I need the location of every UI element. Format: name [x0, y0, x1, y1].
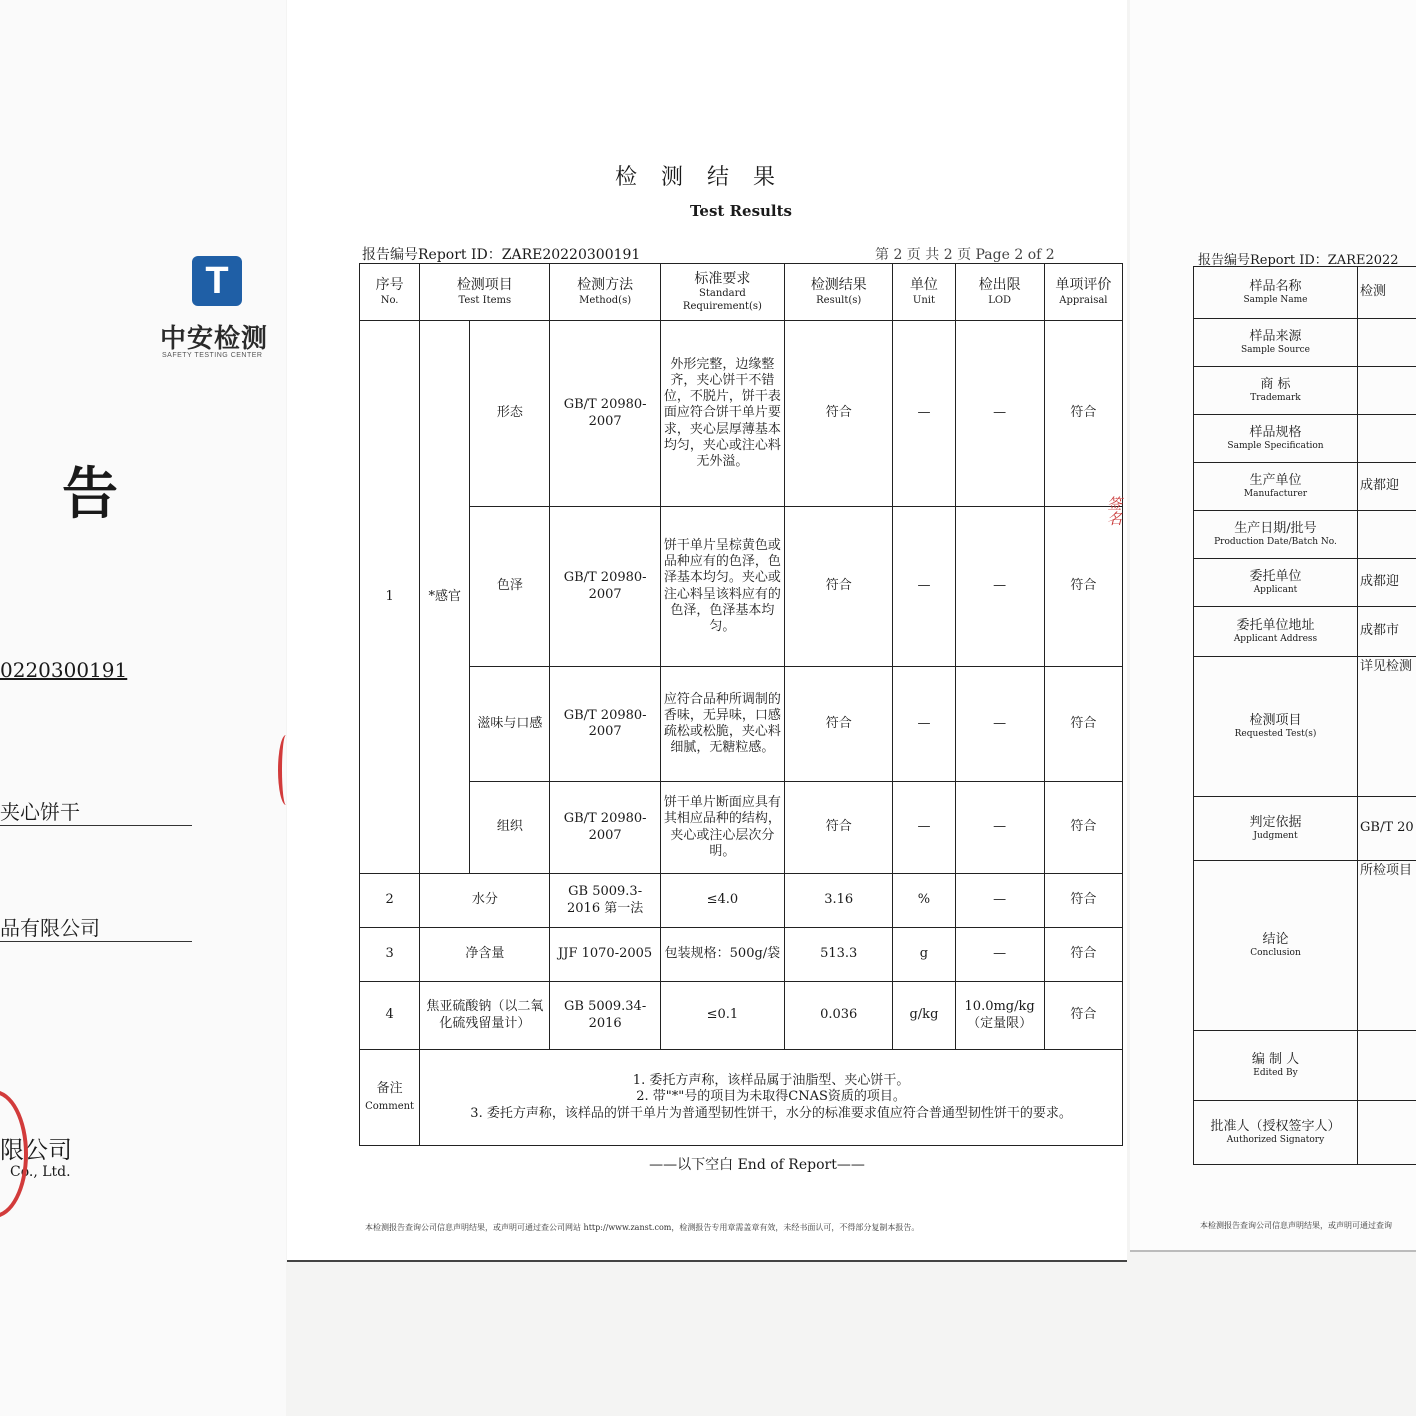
table-row: 样品名称 Sample Name 检测: [1194, 267, 1416, 319]
table-row: 批准人（授权签字人） Authorized Signatory: [1194, 1101, 1416, 1165]
row-method: GB 5009.3-2016 第一法: [550, 874, 660, 928]
header-lod: 检出限 LOD: [955, 264, 1044, 321]
sample-info-table: [1193, 266, 1416, 1165]
table-header-row: [360, 264, 1123, 321]
row-lod: 10.0mg/kg（定量限）: [955, 982, 1044, 1050]
note-1: 1. 委托方声称，该样品属于油脂型、夹心饼干。: [632, 1073, 910, 1089]
cover-sample-name: 夹心饼干: [0, 796, 192, 826]
row-method: GB 5009.34-2016: [550, 982, 660, 1050]
row-item: 水分: [420, 874, 550, 928]
row-item: 焦亚硫酸钠（以二氧化硫残留量计）: [420, 982, 550, 1050]
comment-label: 备注 Comment: [360, 1050, 420, 1146]
row-unit: —: [893, 667, 955, 782]
row-no: 1: [360, 321, 420, 874]
header-method: 检测方法 Method(s): [550, 264, 660, 321]
row-lod: —: [955, 782, 1044, 874]
row-item: 形态: [470, 321, 550, 507]
footer-note: 本检测报告查询公司信息声明结果，或声明可通过查公司网站 http://www.zanst.com，检测报告专用章需盖章有效，未经书面认可，不得部分复制本报告。: [365, 1223, 920, 1232]
row-appraisal: 符合: [1044, 667, 1122, 782]
row-result: 符合: [785, 782, 893, 874]
table-row: 委托单位 Applicant 成都迎: [1194, 559, 1416, 607]
row-appraisal: 符合: [1044, 928, 1122, 982]
logo-name: 中安检测: [160, 324, 269, 354]
row-unit: g/kg: [893, 982, 955, 1050]
table-row: [360, 667, 1123, 782]
handwritten-signature: 签名: [1105, 496, 1123, 526]
row-requirement: ≤4.0: [660, 874, 784, 928]
row-category: *感官: [420, 321, 470, 874]
row-item: 滋味与口感: [470, 667, 550, 782]
row-result: 0.036: [785, 982, 893, 1050]
report-cover-page: [0, 0, 286, 1416]
row-result: 3.16: [785, 874, 893, 928]
row-requirement: 饼干单片呈棕黄色或品种应有的色泽，色泽基本均匀。夹心或注心料呈该料应有的色泽，色泽基本均匀。: [660, 507, 784, 667]
row-requirement: 应符合品种所调制的香味，无异味，口感疏松或松脆，夹心料细腻，无糖粒感。: [660, 667, 784, 782]
row-lod: —: [955, 667, 1044, 782]
header-appraisal: 单项评价 Appraisal: [1044, 264, 1122, 321]
table-row: [360, 782, 1123, 874]
row-lod: —: [955, 321, 1044, 507]
table-row: [360, 874, 1123, 928]
sample-info-page: [1130, 0, 1416, 1252]
row-result: 符合: [785, 507, 893, 667]
results-table: [359, 263, 1123, 1146]
page-title-en: Test Results: [689, 202, 792, 220]
note-2: 2. 带"*"号的项目为未取得CNAS资质的项目。: [636, 1089, 906, 1105]
row-lod: —: [955, 874, 1044, 928]
footer-note: 本检测报告查询公司信息声明结果，或声明可通过查询: [1200, 1221, 1392, 1230]
row-lod: —: [955, 507, 1044, 667]
table-row: 编 制 人 Edited By: [1194, 1031, 1416, 1101]
row-appraisal: 符合: [1044, 782, 1122, 874]
test-results-page: [287, 0, 1127, 1262]
note-3: 3. 委托方声称，该样品的饼干单片为普通型韧性饼干，水分的标准要求值应符合普通型韧性饼干的要求。: [470, 1105, 1072, 1121]
table-row: 判定依据 Judgment GB/T 20: [1194, 797, 1416, 861]
table-row: [360, 321, 1123, 507]
logo-english: SAFETY TESTING CENTER: [162, 352, 263, 359]
table-row: 委托单位地址 Applicant Address 成都市: [1194, 607, 1416, 657]
page-info: 第 2 页 共 2 页 Page 2 of 2: [875, 247, 1055, 263]
row-requirement: 饼干单片断面应具有其相应品种的结构，夹心或注心层次分明。: [660, 782, 784, 874]
red-stamp-edge: [278, 735, 286, 805]
row-appraisal: 符合: [1044, 874, 1122, 928]
cover-title-fragment: 告: [62, 461, 118, 527]
row-requirement: 包装规格：500g/袋: [660, 928, 784, 982]
header-result: 检测结果 Result(s): [785, 264, 893, 321]
comment-row: [360, 1050, 1123, 1146]
cover-report-no: 0220300191: [0, 658, 128, 682]
table-row: 生产日期/批号 Production Date/Batch No.: [1194, 511, 1416, 559]
row-unit: —: [893, 321, 955, 507]
row-requirement: ≤0.1: [660, 982, 784, 1050]
table-row: 检测项目 Requested Test(s) 详见检测: [1194, 657, 1416, 797]
cover-company: 品有限公司: [0, 912, 192, 942]
row-result: 符合: [785, 667, 893, 782]
table-row: 样品来源 Sample Source: [1194, 319, 1416, 367]
report-id: 报告编号Report ID：ZARE20220300191: [362, 247, 641, 263]
row-item: 净含量: [420, 928, 550, 982]
cover-company-bottom: 限公司: [0, 1136, 72, 1164]
report-id: 报告编号Report ID：ZARE2022: [1198, 253, 1399, 268]
row-result: 513.3: [785, 928, 893, 982]
header-unit: 单位 Unit: [893, 264, 955, 321]
row-method: GB/T 20980-2007: [550, 667, 660, 782]
row-appraisal: 符合: [1044, 982, 1122, 1050]
table-row: 商 标 Trademark: [1194, 367, 1416, 415]
row-no: 4: [360, 982, 420, 1050]
table-row: [360, 982, 1123, 1050]
header-no: 序号 No.: [360, 264, 420, 321]
row-item: 组织: [470, 782, 550, 874]
table-row: [360, 928, 1123, 982]
row-method: JJF 1070-2005: [550, 928, 660, 982]
row-unit: —: [893, 782, 955, 874]
row-appraisal: 符合: [1044, 321, 1122, 507]
row-item: 色泽: [470, 507, 550, 667]
header-requirement: 标准要求 Standard Requirement(s): [660, 264, 784, 321]
row-unit: g: [893, 928, 955, 982]
row-appraisal: 符合: [1044, 507, 1122, 667]
table-row: [360, 507, 1123, 667]
row-unit: —: [893, 507, 955, 667]
table-row: 生产单位 Manufacturer 成都迎: [1194, 463, 1416, 511]
end-of-report: ——以下空白 End of Report——: [649, 1157, 865, 1173]
row-method: GB/T 20980-2007: [550, 782, 660, 874]
cover-company-en: Co., Ltd.: [10, 1164, 71, 1180]
page-title: 检测结果: [614, 165, 799, 190]
company-logo: T: [192, 256, 242, 306]
row-no: 2: [360, 874, 420, 928]
row-method: GB/T 20980-2007: [550, 507, 660, 667]
row-lod: —: [955, 928, 1044, 982]
row-unit: %: [893, 874, 955, 928]
header-test-items: 检测项目 Test Items: [420, 264, 550, 321]
table-row: 样品规格 Sample Specification: [1194, 415, 1416, 463]
comment-notes: [420, 1050, 1123, 1146]
table-row: 结论 Conclusion 所检项目: [1194, 861, 1416, 1031]
row-method: GB/T 20980-2007: [550, 321, 660, 507]
row-requirement: 外形完整，边缘整齐，夹心饼干不错位，不脱片，饼干表面应符合饼干单片要求，夹心层厚薄基本均匀，夹心或注心料无外溢。: [660, 321, 784, 507]
red-stamp: [0, 1090, 28, 1218]
row-result: 符合: [785, 321, 893, 507]
row-no: 3: [360, 928, 420, 982]
